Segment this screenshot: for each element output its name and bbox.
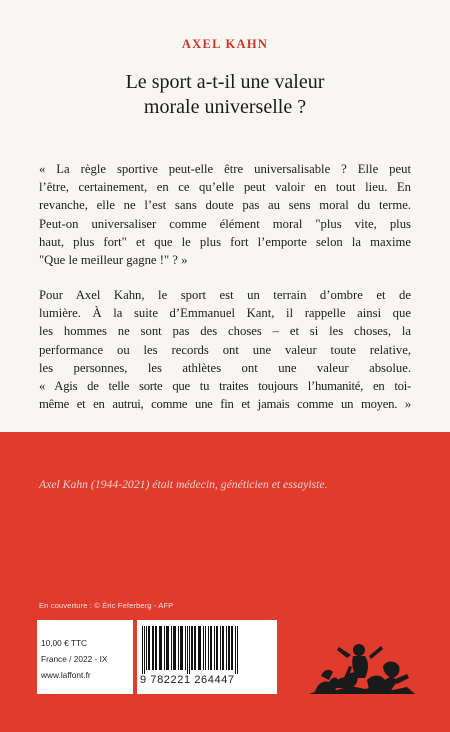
- isbn-barcode: [137, 620, 277, 694]
- quote-line: "Que le meilleur gagne !" ? »: [39, 253, 188, 268]
- description-paragraph: [39, 286, 411, 413]
- body-line: « Agis de telle sorte que tu traites toujours l’humanité, en toi-: [39, 379, 411, 394]
- website-label: www.laffont.fr: [41, 670, 91, 680]
- price-label: 10,00 € TTC: [41, 638, 87, 648]
- title-line: Le sport a-t-il une valeur: [125, 71, 325, 93]
- author-bio: Axel Kahn (1944-2021) était médecin, généticien et essayiste.: [39, 478, 328, 491]
- isbn-number: 9 782221 264447: [140, 674, 235, 686]
- market-label: France / 2022 - IX: [41, 654, 108, 664]
- book-title: [60, 70, 390, 120]
- barcode-icon: [142, 626, 272, 674]
- body-line: lumière. À la suite d’Emmanuel Kant, il rappelle ainsi que: [39, 306, 411, 321]
- quote-line: haut, plus fort" et que le plus fort l’emporte selon la maxime: [39, 234, 411, 249]
- body-line: les hommes ne sont pas des choses – et si les choses, la: [39, 324, 411, 339]
- body-line: Pour Axel Kahn, le sport est un terrain d’ombre et de: [39, 288, 411, 302]
- quote-line: « La règle sportive peut-elle être universalisable ? Elle peut: [39, 162, 411, 176]
- quote-line: l’être, certainement, en ce qu’elle peut valoir en tout lieu. En: [39, 180, 411, 195]
- price-box: [37, 620, 133, 694]
- body-line: même et en autrui, comme une fin et jamais comme un moyen. »: [39, 397, 411, 412]
- title-line: morale universelle ?: [143, 96, 307, 118]
- cover-photo-credit: En couverture : © Éric Feferberg - AFP: [39, 601, 174, 610]
- author-name: AXEL KAHN: [181, 37, 269, 51]
- body-line: performance ou les records ont une valeur toute relative,: [39, 342, 411, 357]
- publisher-emblem-icon: [307, 636, 417, 698]
- quote-line: revanche, elle ne l’est sans doute pas au sens moral du terme.: [39, 198, 411, 213]
- quote-paragraph: [39, 160, 411, 269]
- body-line: les personnes, les athlètes ont une valeur absolue.: [39, 360, 411, 375]
- quote-line: Peut-on universaliser comme élément moral "plus vite, plus: [39, 216, 411, 231]
